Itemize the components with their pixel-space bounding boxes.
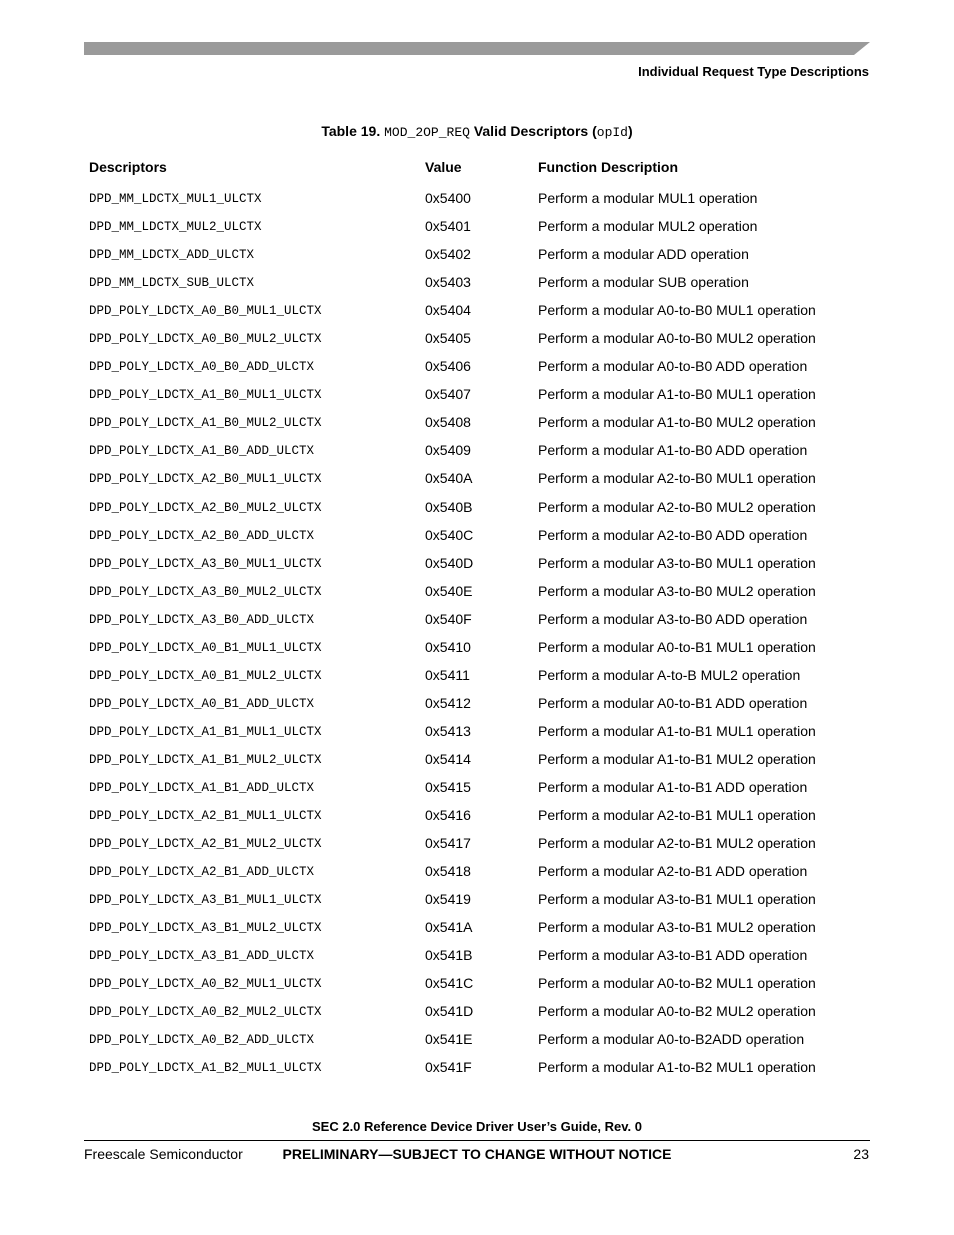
table-row [0,717,954,745]
column-header-descriptors: Descriptors [89,159,167,175]
table-row [0,885,954,913]
value-cell: 0x5417 [425,835,471,852]
value-cell: 0x5408 [425,414,471,431]
function-description-cell: Perform a modular MUL2 operation [538,218,758,235]
descriptor-cell: DPD_POLY_LDCTX_A0_B2_ADD_ULCTX [89,1033,315,1048]
descriptor-cell: DPD_POLY_LDCTX_A2_B0_ADD_ULCTX [89,528,315,543]
descriptor-cell: DPD_POLY_LDCTX_A3_B0_MUL1_ULCTX [89,556,322,571]
table-row [0,1053,954,1081]
descriptor-cell: DPD_POLY_LDCTX_A2_B1_MUL1_ULCTX [89,809,322,824]
function-description-cell: Perform a modular A0-to-B2ADD operation [538,1031,805,1048]
page-number: 23 [853,1146,869,1162]
function-description-cell: Perform a modular A3-to-B1 MUL1 operation [538,891,816,908]
function-description-cell: Perform a modular A0-to-B2 MUL1 operation [538,975,816,992]
table-row [0,829,954,857]
value-cell: 0x540D [425,554,474,571]
value-cell: 0x5416 [425,807,471,824]
table-body [0,184,954,1082]
table-row [0,352,954,380]
descriptor-cell: DPD_POLY_LDCTX_A0_B0_ADD_ULCTX [89,360,315,375]
descriptor-cell: DPD_POLY_LDCTX_A0_B0_MUL1_ULCTX [89,304,322,319]
function-description-cell: Perform a modular MUL1 operation [538,190,758,206]
descriptor-cell: DPD_POLY_LDCTX_A1_B0_MUL2_ULCTX [89,416,322,431]
table-row [0,212,954,240]
function-description-cell: Perform a modular A2-to-B0 MUL2 operation [538,498,816,515]
table-row [0,240,954,268]
value-cell: 0x5404 [425,302,471,319]
value-cell: 0x5413 [425,722,471,739]
value-cell: 0x540C [425,526,474,543]
descriptor-cell: DPD_POLY_LDCTX_A2_B1_MUL2_ULCTX [89,837,322,852]
table-row [0,633,954,661]
header-bar [84,42,870,55]
table-row [0,1025,954,1053]
function-description-cell: Perform a modular A0-to-B0 MUL1 operation [538,302,816,319]
function-description-cell: Perform a modular A3-to-B0 ADD operation [538,610,808,627]
value-cell: 0x5402 [425,246,471,263]
function-description-cell: Perform a modular ADD operation [538,246,749,263]
function-description-cell: Perform a modular A0-to-B2 MUL2 operation [538,1003,816,1020]
function-description-cell: Perform a modular A1-to-B0 MUL1 operation [538,386,816,403]
column-header-function-description: Function Description [538,159,678,175]
value-cell: 0x5412 [425,694,471,711]
value-cell: 0x5411 [425,666,470,683]
table-row [0,464,954,492]
table-row [0,941,954,969]
table-title [0,123,954,140]
descriptor-cell: DPD_POLY_LDCTX_A0_B1_MUL1_ULCTX [89,640,322,655]
function-description-cell: Perform a modular A3-to-B0 MUL2 operation [538,582,816,599]
table-row [0,268,954,296]
descriptor-cell: DPD_POLY_LDCTX_A2_B0_MUL1_ULCTX [89,472,322,487]
descriptor-cell: DPD_POLY_LDCTX_A1_B2_MUL1_ULCTX [89,1061,322,1076]
value-cell: 0x540A [425,470,473,487]
footer-company: Freescale Semiconductor [84,1146,243,1162]
function-description-cell: Perform a modular SUB operation [538,274,749,291]
descriptor-cell: DPD_POLY_LDCTX_A1_B0_ADD_ULCTX [89,444,315,459]
function-description-cell: Perform a modular A0-to-B1 MUL1 operation [538,638,816,655]
value-cell: 0x5406 [425,358,471,375]
value-cell: 0x5414 [425,750,471,767]
table-row [0,661,954,689]
function-description-cell: Perform a modular A1-to-B0 ADD operation [538,442,808,459]
descriptor-cell: DPD_POLY_LDCTX_A1_B1_ADD_ULCTX [89,780,315,795]
descriptor-cell: DPD_POLY_LDCTX_A1_B0_MUL1_ULCTX [89,388,322,403]
descriptor-cell: DPD_POLY_LDCTX_A3_B0_ADD_ULCTX [89,612,315,627]
descriptor-cell: DPD_POLY_LDCTX_A2_B1_ADD_ULCTX [89,865,315,880]
function-description-cell: Perform a modular A3-to-B1 ADD operation [538,947,808,964]
table-title-prefix: Table 19. [321,123,385,139]
table-row [0,521,954,549]
value-cell: 0x541B [425,947,473,964]
function-description-cell: Perform a modular A3-to-B0 MUL1 operation [538,554,816,571]
table-row [0,997,954,1025]
table-row [0,773,954,801]
descriptor-cell: DPD_POLY_LDCTX_A0_B2_MUL1_ULCTX [89,977,322,992]
descriptor-cell: DPD_POLY_LDCTX_A0_B1_MUL2_ULCTX [89,668,322,683]
table-row [0,969,954,997]
value-cell: 0x540B [425,498,473,515]
function-description-cell: Perform a modular A2-to-B1 MUL1 operation [538,807,816,824]
table-row [0,745,954,773]
function-description-cell: Perform a modular A3-to-B1 MUL2 operation [538,919,816,936]
value-cell: 0x5407 [425,386,471,403]
table-title-middle: Valid Descriptors ( [469,123,597,139]
table-row [0,380,954,408]
descriptor-cell: DPD_POLY_LDCTX_A1_B1_MUL2_ULCTX [89,752,322,767]
function-description-cell: Perform a modular A1-to-B1 MUL1 operation [538,722,816,739]
table-row [0,296,954,324]
value-cell: 0x541A [425,919,473,936]
footer-notice: PRELIMINARY—SUBJECT TO CHANGE WITHOUT NOTICE [282,1146,672,1162]
value-cell: 0x5418 [425,863,471,880]
table-row [0,857,954,885]
table-row [0,913,954,941]
footer-divider [84,1140,870,1141]
value-cell: 0x540F [425,610,472,627]
value-cell: 0x5409 [425,442,471,459]
descriptor-cell: DPD_POLY_LDCTX_A3_B0_MUL2_ULCTX [89,584,322,599]
function-description-cell: Perform a modular A-to-B MUL2 operation [538,666,801,683]
descriptor-cell: DPD_POLY_LDCTX_A3_B1_ADD_ULCTX [89,949,315,964]
value-cell: 0x5410 [425,638,471,655]
value-cell: 0x541E [425,1031,473,1048]
table-row [0,184,954,212]
table-row [0,549,954,577]
table-row [0,493,954,521]
value-cell: 0x541F [425,1059,472,1076]
column-header-value: Value [425,159,462,175]
value-cell: 0x5401 [425,218,471,235]
function-description-cell: Perform a modular A1-to-B0 MUL2 operation [538,414,816,431]
value-cell: 0x540E [425,582,473,599]
descriptor-cell: DPD_POLY_LDCTX_A0_B0_MUL2_ULCTX [89,332,322,347]
descriptor-cell: DPD_MM_LDCTX_MUL1_ULCTX [89,192,262,206]
function-description-cell: Perform a modular A2-to-B0 ADD operation [538,526,808,543]
descriptor-cell: DPD_POLY_LDCTX_A3_B1_MUL1_ULCTX [89,893,322,908]
table-row [0,689,954,717]
function-description-cell: Perform a modular A0-to-B1 ADD operation [538,694,808,711]
function-description-cell: Perform a modular A2-to-B0 MUL1 operation [538,470,816,487]
descriptor-cell: DPD_MM_LDCTX_SUB_ULCTX [89,276,255,291]
table-title-suffix: ) [627,123,633,139]
table-row [0,605,954,633]
table-title-code2: opId [596,125,628,140]
descriptor-cell: DPD_POLY_LDCTX_A2_B0_MUL2_ULCTX [89,500,322,515]
value-cell: 0x5403 [425,274,471,291]
value-cell: 0x541C [425,975,474,992]
table-row [0,801,954,829]
table-row [0,436,954,464]
descriptor-cell: DPD_POLY_LDCTX_A3_B1_MUL2_ULCTX [89,921,322,936]
function-description-cell: Perform a modular A2-to-B1 MUL2 operation [538,835,816,852]
function-description-cell: Perform a modular A1-to-B1 MUL2 operation [538,750,816,767]
table-row [0,577,954,605]
descriptor-cell: DPD_MM_LDCTX_MUL2_ULCTX [89,220,262,235]
descriptor-cell: DPD_POLY_LDCTX_A0_B1_ADD_ULCTX [89,696,315,711]
descriptor-cell: DPD_POLY_LDCTX_A0_B2_MUL2_ULCTX [89,1005,322,1020]
value-cell: 0x5400 [425,190,471,206]
running-head: Individual Request Type Descriptions [638,64,869,79]
value-cell: 0x5415 [425,778,471,795]
descriptor-cell: DPD_POLY_LDCTX_A1_B1_MUL1_ULCTX [89,724,322,739]
function-description-cell: Perform a modular A0-to-B0 MUL2 operation [538,330,816,347]
function-description-cell: Perform a modular A2-to-B1 ADD operation [538,863,808,880]
value-cell: 0x541D [425,1003,474,1020]
function-description-cell: Perform a modular A0-to-B0 ADD operation [538,358,808,375]
value-cell: 0x5419 [425,891,471,908]
descriptor-cell: DPD_MM_LDCTX_ADD_ULCTX [89,248,255,263]
guide-title: SEC 2.0 Reference Device Driver User’s Guide, Rev. 0 [312,1119,642,1134]
function-description-cell: Perform a modular A1-to-B2 MUL1 operation [538,1059,816,1076]
function-description-cell: Perform a modular A1-to-B1 ADD operation [538,778,808,795]
table-title-code: MOD_2OP_REQ [384,125,470,140]
table-row [0,408,954,436]
value-cell: 0x5405 [425,330,471,347]
table-row [0,324,954,352]
